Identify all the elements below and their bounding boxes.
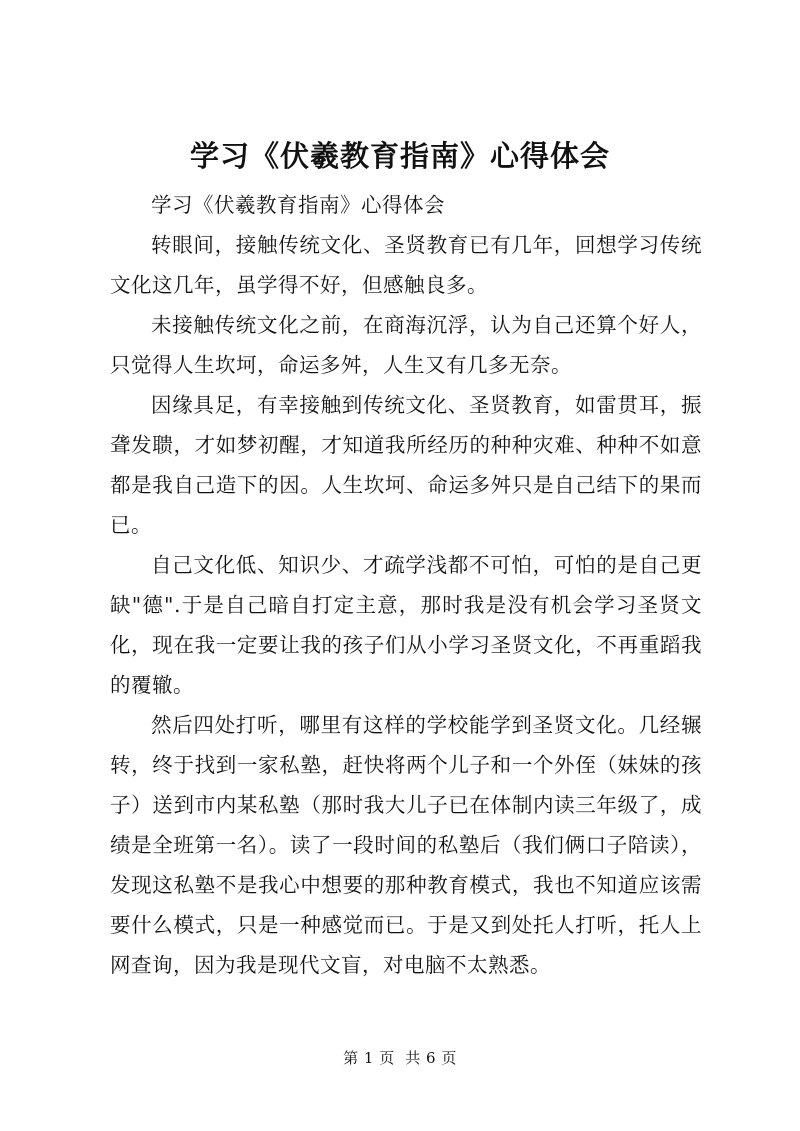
page-footer — [0, 1047, 800, 1069]
page-number-label: 第 1 页 共 6 页 — [343, 1049, 457, 1067]
document-title: 学习《伏羲教育指南》心得体会 — [189, 139, 610, 173]
paragraph: 未接触传统文化之前，在商海沉浮，认为自己还算个好人，只觉得人生坎坷，命运多舛，人生又有几多无奈。 — [110, 313, 702, 377]
document-body — [110, 185, 702, 985]
paragraph: 自己文化低、知识少、才疏学浅都不可怕，可怕的是自己更缺"德".于是自己暗自打定主意，那时我是没有机会学习圣贤文化，现在我一定要让我的孩子们从小学习圣贤文化，不再重蹈我的覆辙。 — [110, 553, 702, 697]
paragraph-subtitle: 学习《伏羲教育指南》心得体会 — [151, 193, 445, 217]
paragraph: 因缘具足，有幸接触到传统文化、圣贤教育，如雷贯耳，振聋发聩，才如梦初醒，才知道我所经历的种种灾难、种种不如意都是我自己造下的因。人生坎坷、命运多舛只是自己结下的果而已。 — [110, 393, 702, 537]
paragraph: 然后四处打听，哪里有这样的学校能学到圣贤文化。几经辗转，终于找到一家私塾，赶快将两个儿子和一个外侄（妹妹的孩子）送到市内某私塾（那时我大儿子已在体制内读三年级了，成绩是全班第一名）。读了一段时间的私塾后（我们俩口子陪读），发现这私塾不是我心中想要的那种教育模式，我也不知道应该需要什么模式，只是一种感觉而已。于是又到处托人打听，托人上网查询，因为我是现代文盲，对电脑不太熟悉。 — [110, 713, 702, 977]
paragraph: 转眼间，接触传统文化、圣贤教育已有几年，回想学习传统文化这几年，虽学得不好，但感触良多。 — [110, 233, 702, 297]
